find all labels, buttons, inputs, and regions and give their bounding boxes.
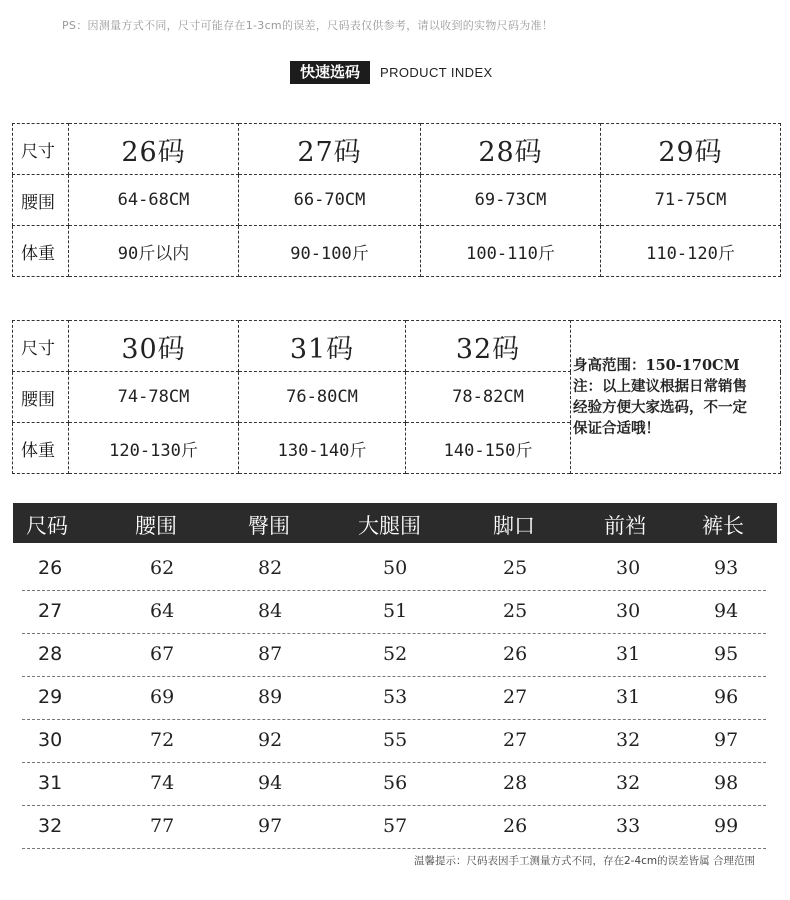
waist-cell: 64-68CM <box>69 175 239 226</box>
size-cell: 26码 <box>69 124 239 175</box>
row-hip-cell: 94 <box>258 772 283 794</box>
row-size-cell: 27 <box>38 600 63 622</box>
row-waist-cell: 77 <box>150 815 175 837</box>
row-hip-cell: 97 <box>258 815 283 837</box>
note-line: 保证合适哦！ <box>573 420 660 437</box>
size-cell: 32码 <box>406 321 571 372</box>
row-thigh-cell: 51 <box>383 600 408 622</box>
row-waist-cell: 67 <box>150 643 175 665</box>
weight-cell: 90斤以内 <box>69 226 239 277</box>
row-length-cell: 99 <box>714 815 739 837</box>
row-length-cell: 93 <box>714 557 739 579</box>
size-cell: 31码 <box>239 321 406 372</box>
row-leg-opening-cell: 27 <box>503 686 528 708</box>
waist-cell: 66-70CM <box>239 175 421 226</box>
disclaimer-note: PS：因测量方式不同，尺寸可能存在1-3cm的误差，尺码表仅供参考，请以收到的实物尺码为准！ <box>62 19 554 32</box>
row-waist-cell: 72 <box>150 729 175 751</box>
row-front-rise-cell: 31 <box>616 643 641 665</box>
table-row <box>22 719 766 763</box>
row-waist-cell: 74 <box>150 772 175 794</box>
size-cell: 27码 <box>239 124 421 175</box>
size-row <box>13 124 781 175</box>
row-front-rise-cell: 31 <box>616 686 641 708</box>
row-front-rise-cell: 32 <box>616 729 641 751</box>
row-label-weight: 体重 <box>13 226 69 277</box>
row-size-cell: 31 <box>38 772 63 794</box>
note-line: 经验方便大家选码，不一定 <box>573 399 747 416</box>
table-row <box>22 805 766 849</box>
row-size-cell: 28 <box>38 643 63 665</box>
quick-size-table-2 <box>12 320 781 474</box>
size-cell: 30码 <box>69 321 239 372</box>
header-leg-opening: 脚口 <box>493 514 535 538</box>
table-row <box>22 547 766 591</box>
row-length-cell: 95 <box>714 643 739 665</box>
row-label-size: 尺寸 <box>13 124 69 175</box>
waist-cell: 76-80CM <box>239 372 406 423</box>
row-front-rise-cell: 33 <box>616 815 641 837</box>
row-size-cell: 32 <box>38 815 63 837</box>
quick-size-table-1 <box>12 123 781 277</box>
row-front-rise-cell: 30 <box>616 600 641 622</box>
row-size-cell: 26 <box>38 557 63 579</box>
header-size: 尺码 <box>26 514 68 538</box>
size-cell: 29码 <box>601 124 781 175</box>
table-row <box>22 676 766 720</box>
row-leg-opening-cell: 25 <box>503 600 528 622</box>
header-waist: 腰围 <box>135 514 177 538</box>
row-length-cell: 94 <box>714 600 739 622</box>
row-leg-opening-cell: 26 <box>503 643 528 665</box>
row-waist-cell: 69 <box>150 686 175 708</box>
header-front-rise: 前裆 <box>604 514 646 538</box>
row-waist-cell: 64 <box>150 600 175 622</box>
row-thigh-cell: 55 <box>383 729 408 751</box>
weight-cell: 110-120斤 <box>601 226 781 277</box>
size-cell: 28码 <box>421 124 601 175</box>
footer-note: 温馨提示：尺码表因手工测量方式不同，存在2-4cm的误差皆属 合理范围 <box>414 855 755 867</box>
waist-row <box>13 175 781 226</box>
row-leg-opening-cell: 28 <box>503 772 528 794</box>
header-thigh: 大腿围 <box>358 514 421 538</box>
row-thigh-cell: 56 <box>383 772 408 794</box>
row-size-cell: 29 <box>38 686 63 708</box>
row-leg-opening-cell: 26 <box>503 815 528 837</box>
weight-cell: 140-150斤 <box>406 423 571 474</box>
waist-cell: 71-75CM <box>601 175 781 226</box>
header-hip: 臀围 <box>248 514 290 538</box>
row-leg-opening-cell: 27 <box>503 729 528 751</box>
weight-cell: 120-130斤 <box>69 423 239 474</box>
row-thigh-cell: 53 <box>383 686 408 708</box>
row-leg-opening-cell: 25 <box>503 557 528 579</box>
row-label-size: 尺寸 <box>13 321 69 372</box>
row-length-cell: 96 <box>714 686 739 708</box>
row-size-cell: 30 <box>38 729 63 751</box>
row-thigh-cell: 57 <box>383 815 408 837</box>
title-subtitle: PRODUCT INDEX <box>380 65 493 80</box>
weight-cell: 90-100斤 <box>239 226 421 277</box>
row-label-waist: 腰围 <box>13 372 69 423</box>
row-front-rise-cell: 30 <box>616 557 641 579</box>
height-range-note <box>571 321 781 474</box>
row-thigh-cell: 50 <box>383 557 408 579</box>
row-hip-cell: 84 <box>258 600 283 622</box>
header-length: 裤长 <box>702 514 744 538</box>
waist-cell: 74-78CM <box>69 372 239 423</box>
row-length-cell: 97 <box>714 729 739 751</box>
row-thigh-cell: 52 <box>383 643 408 665</box>
row-label-waist: 腰围 <box>13 175 69 226</box>
row-length-cell: 98 <box>714 772 739 794</box>
weight-cell: 130-140斤 <box>239 423 406 474</box>
waist-cell: 78-82CM <box>406 372 571 423</box>
row-label-weight: 体重 <box>13 423 69 474</box>
note-line: 身高范围：150-170CM <box>573 357 740 374</box>
note-line: 注：以上建议根据日常销售 <box>573 378 747 395</box>
row-hip-cell: 92 <box>258 729 283 751</box>
measurement-table-header <box>13 503 777 543</box>
table-row <box>22 633 766 677</box>
section-title <box>290 61 493 84</box>
row-hip-cell: 82 <box>258 557 283 579</box>
table-row <box>22 762 766 806</box>
weight-row <box>13 226 781 277</box>
title-badge: 快速选码 <box>290 61 370 84</box>
row-front-rise-cell: 32 <box>616 772 641 794</box>
weight-cell: 100-110斤 <box>421 226 601 277</box>
size-row <box>13 321 781 372</box>
waist-cell: 69-73CM <box>421 175 601 226</box>
row-hip-cell: 87 <box>258 643 283 665</box>
row-hip-cell: 89 <box>258 686 283 708</box>
table-row <box>22 590 766 634</box>
row-waist-cell: 62 <box>150 557 175 579</box>
